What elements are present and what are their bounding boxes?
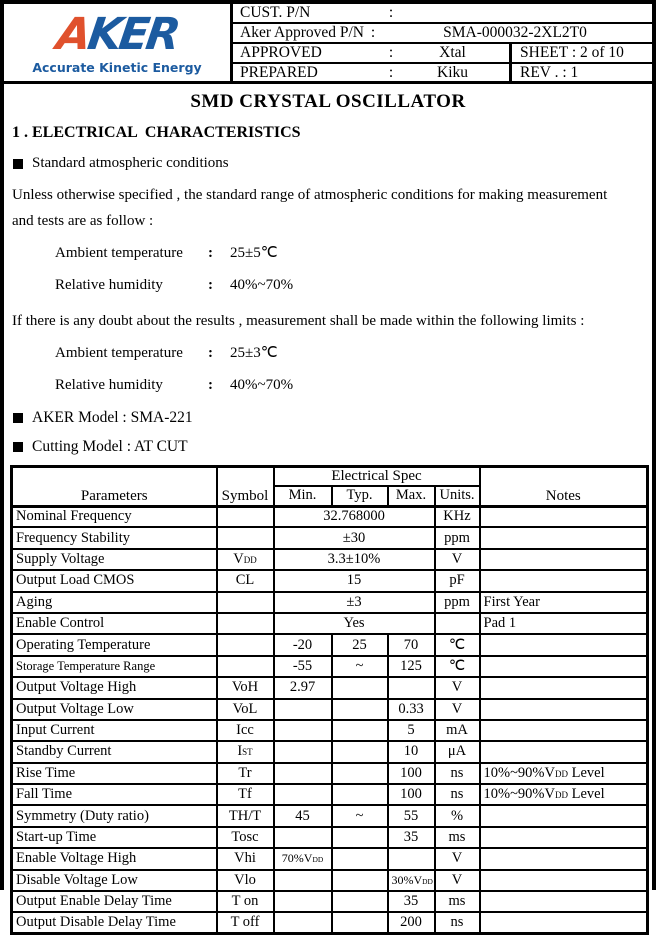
notes-cell	[480, 506, 648, 527]
bullet-aker-model	[13, 409, 652, 427]
notes-cell	[480, 570, 648, 591]
symbol-cell: Tr	[217, 763, 274, 784]
units-cell: μA	[435, 741, 480, 762]
param-cell: Aging	[12, 592, 217, 613]
units-cell: ns	[435, 784, 480, 805]
typ-cell: ~	[332, 805, 388, 826]
param-cell: Output Load CMOS	[12, 570, 217, 591]
cust-pn-colon: :	[388, 4, 394, 21]
min-cell: -20	[274, 634, 332, 655]
max-cell: 5	[388, 720, 435, 741]
approved-value: Xtal	[439, 44, 466, 61]
max-cell	[388, 848, 435, 869]
approved-pn-colon: :	[370, 24, 376, 41]
approved-pn-value: SMA-000032-2XL2T0	[443, 24, 587, 41]
approved-pn-label: Aker Approved P/N	[240, 24, 364, 41]
spec-row	[12, 506, 648, 527]
notes-cell	[480, 634, 648, 655]
spec-span-cell: Yes	[274, 613, 435, 634]
symbol-cell	[217, 527, 274, 548]
symbol-cell: VDD	[217, 549, 274, 570]
max-cell: 70	[388, 634, 435, 655]
notes-cell: 10%~90%VDD Level	[480, 784, 648, 805]
bullet-cutting-model	[13, 438, 652, 456]
spec-row	[12, 891, 648, 912]
spec-row	[12, 848, 648, 869]
spec-span-cell: ±3	[274, 592, 435, 613]
symbol-cell: T on	[217, 891, 274, 912]
units-cell: ns	[435, 763, 480, 784]
units-cell: KHz	[435, 506, 480, 527]
units-cell: V	[435, 677, 480, 698]
typ-cell	[332, 891, 388, 912]
notes-cell	[480, 741, 648, 762]
min-cell: -55	[274, 656, 332, 677]
notes-cell	[480, 699, 648, 720]
intro-line-2: and tests are as follow :	[12, 213, 154, 229]
square-bullet-icon	[13, 413, 23, 423]
cust-pn-label: CUST. P/N	[240, 4, 311, 21]
header-row-approved-pn	[233, 24, 652, 44]
min-cell: 2.97	[274, 677, 332, 698]
typ-cell	[332, 741, 388, 762]
symbol-cell: T off	[217, 912, 274, 933]
logo-letters-ker: KER	[84, 8, 181, 60]
col-header-max: Max.	[388, 486, 435, 506]
max-cell: 35	[388, 891, 435, 912]
notes-cell	[480, 827, 648, 848]
notes-cell	[480, 805, 648, 826]
symbol-cell: Tf	[217, 784, 274, 805]
typ-cell	[332, 720, 388, 741]
symbol-cell	[217, 634, 274, 655]
symbol-cell	[217, 506, 274, 527]
typ-cell	[332, 784, 388, 805]
param-cell: Supply Voltage	[12, 549, 217, 570]
min-cell	[274, 763, 332, 784]
col-header-electrical-spec: Electrical Spec	[274, 467, 480, 487]
notes-cell	[480, 549, 648, 570]
min-cell	[274, 870, 332, 891]
colon: :	[208, 245, 213, 261]
notes-cell	[480, 720, 648, 741]
param-cell: Output Voltage Low	[12, 699, 217, 720]
standard-conditions-label: Standard atmospheric conditions	[32, 155, 229, 171]
param-cell: Enable Voltage High	[12, 848, 217, 869]
col-header-typ: Typ.	[332, 486, 388, 506]
max-cell: 200	[388, 912, 435, 933]
symbol-cell: Icc	[217, 720, 274, 741]
approved-label: APPROVED	[240, 44, 322, 61]
min-cell	[274, 912, 332, 933]
symbol-cell	[217, 592, 274, 613]
aker-logo	[4, 4, 233, 81]
col-header-parameters: Parameters	[12, 467, 217, 507]
symbol-cell: IST	[217, 741, 274, 762]
units-cell: mA	[435, 720, 480, 741]
condition-ambient-1	[55, 241, 652, 266]
bullet-standard-conditions	[13, 155, 652, 172]
symbol-cell	[217, 656, 274, 677]
typ-cell	[332, 870, 388, 891]
symbol-cell: Tosc	[217, 827, 274, 848]
param-cell: Rise Time	[12, 763, 217, 784]
notes-cell: First Year	[480, 592, 648, 613]
logo-tagline: Accurate Kinetic Energy	[32, 59, 202, 75]
humidity-label: Relative humidity	[55, 277, 163, 293]
max-cell: 0.33	[388, 699, 435, 720]
symbol-cell: VoH	[217, 677, 274, 698]
ambient-temp-label: Ambient temperature	[55, 245, 183, 261]
col-header-notes: Notes	[480, 467, 648, 507]
spec-row	[12, 677, 648, 698]
spec-row	[12, 741, 648, 762]
units-cell: ms	[435, 827, 480, 848]
spec-row	[12, 763, 648, 784]
param-cell: Output Enable Delay Time	[12, 891, 217, 912]
notes-cell: 10%~90%VDD Level	[480, 763, 648, 784]
spec-row	[12, 570, 648, 591]
condition-ambient-2	[55, 341, 652, 366]
notes-cell	[480, 870, 648, 891]
units-cell: V	[435, 848, 480, 869]
typ-cell: ~	[332, 656, 388, 677]
spec-row	[12, 549, 648, 570]
notes-cell	[480, 527, 648, 548]
typ-cell	[332, 848, 388, 869]
spec-row	[12, 634, 648, 655]
spec-row	[12, 827, 648, 848]
min-cell	[274, 784, 332, 805]
aker-model-text: AKER Model : SMA-221	[32, 409, 193, 426]
spec-row	[12, 912, 648, 933]
param-cell: Standby Current	[12, 741, 217, 762]
rev-cell: REV . : 1	[509, 64, 652, 82]
param-cell: Start-up Time	[12, 827, 217, 848]
min-cell	[274, 891, 332, 912]
notes-cell	[480, 912, 648, 933]
units-cell: ℃	[435, 656, 480, 677]
param-cell: Output Voltage High	[12, 677, 217, 698]
units-cell: V	[435, 870, 480, 891]
section-heading: 1 . ELECTRICAL CHARACTERISTICS	[12, 124, 301, 141]
typ-cell	[332, 827, 388, 848]
param-cell: Frequency Stability	[12, 527, 217, 548]
min-cell	[274, 741, 332, 762]
max-cell	[388, 677, 435, 698]
square-bullet-icon	[13, 442, 23, 452]
col-header-symbol: Symbol	[217, 467, 274, 507]
spec-span-cell: 3.3±10%	[274, 549, 435, 570]
max-cell: 30%VDD	[388, 870, 435, 891]
header-row-prepared	[233, 64, 652, 82]
page-title: SMD CRYSTAL OSCILLATOR	[190, 91, 466, 112]
symbol-cell	[217, 613, 274, 634]
spec-row	[12, 870, 648, 891]
symbol-cell: Vlo	[217, 870, 274, 891]
intro-paragraph	[12, 182, 644, 234]
header-info-table	[233, 4, 652, 81]
units-cell	[435, 613, 480, 634]
min-cell	[274, 699, 332, 720]
humidity-value: 40%~70%	[230, 277, 294, 293]
typ-cell: 25	[332, 634, 388, 655]
spec-span-cell: 15	[274, 570, 435, 591]
spec-row	[12, 805, 648, 826]
param-cell: Fall Time	[12, 784, 217, 805]
max-cell: 35	[388, 827, 435, 848]
prepared-value: Kiku	[437, 64, 468, 81]
units-cell: ms	[435, 891, 480, 912]
cutting-model-text: Cutting Model : AT CUT	[32, 438, 188, 455]
prepared-colon: :	[388, 64, 394, 81]
spec-span-cell: 32.768000	[274, 506, 435, 527]
param-cell: Symmetry (Duty ratio)	[12, 805, 217, 826]
min-cell: 45	[274, 805, 332, 826]
col-header-min: Min.	[274, 486, 332, 506]
notes-cell	[480, 677, 648, 698]
spec-row	[12, 699, 648, 720]
spec-row	[12, 656, 648, 677]
col-header-units: Units.	[435, 486, 480, 506]
intro-line-1: Unless otherwise specified , the standard range of atmospheric conditions for making measurement	[12, 187, 608, 203]
max-cell: 125	[388, 656, 435, 677]
typ-cell	[332, 912, 388, 933]
symbol-cell: Vhi	[217, 848, 274, 869]
units-cell: pF	[435, 570, 480, 591]
units-cell: V	[435, 549, 480, 570]
param-cell: Enable Control	[12, 613, 217, 634]
symbol-cell: VoL	[217, 699, 274, 720]
max-cell: 100	[388, 784, 435, 805]
ambient-temp-value: 25±5℃	[230, 245, 278, 261]
min-cell	[274, 720, 332, 741]
ambient-temp-label: Ambient temperature	[55, 345, 183, 361]
approved-colon: :	[388, 44, 394, 61]
square-bullet-icon	[13, 159, 23, 169]
header-row-cust-pn	[233, 4, 652, 24]
units-cell: V	[435, 699, 480, 720]
param-cell: Disable Voltage Low	[12, 870, 217, 891]
param-cell: Storage Temperature Range	[12, 656, 217, 677]
humidity-label: Relative humidity	[55, 377, 163, 393]
spec-table	[10, 465, 649, 935]
max-cell: 10	[388, 741, 435, 762]
units-cell: ppm	[435, 592, 480, 613]
spec-span-cell: ±30	[274, 527, 435, 548]
notes-cell	[480, 891, 648, 912]
typ-cell	[332, 699, 388, 720]
spec-row	[12, 527, 648, 548]
spec-row	[12, 613, 648, 634]
symbol-cell: TH/T	[217, 805, 274, 826]
max-cell: 55	[388, 805, 435, 826]
aker-logo-wordmark	[53, 8, 181, 60]
param-cell: Output Disable Delay Time	[12, 912, 217, 933]
units-cell: ℃	[435, 634, 480, 655]
colon: :	[208, 277, 213, 293]
header-row-approved	[233, 44, 652, 64]
typ-cell	[332, 677, 388, 698]
logo-letter-a: A	[53, 8, 92, 60]
units-cell: ppm	[435, 527, 480, 548]
colon: :	[208, 345, 213, 361]
min-cell	[274, 827, 332, 848]
sheet-cell: SHEET : 2 of 10	[509, 44, 652, 62]
spec-row	[12, 720, 648, 741]
param-cell: Operating Temperature	[12, 634, 217, 655]
notes-cell	[480, 656, 648, 677]
notes-cell	[480, 848, 648, 869]
spec-row	[12, 592, 648, 613]
header	[4, 4, 652, 84]
symbol-cell: CL	[217, 570, 274, 591]
param-cell: Input Current	[12, 720, 217, 741]
prepared-label: PREPARED	[240, 64, 318, 81]
param-cell: Nominal Frequency	[12, 506, 217, 527]
spec-row	[12, 784, 648, 805]
condition-humidity-2	[55, 373, 652, 398]
notes-cell: Pad 1	[480, 613, 648, 634]
max-cell: 100	[388, 763, 435, 784]
typ-cell	[332, 763, 388, 784]
units-cell: ns	[435, 912, 480, 933]
min-cell: 70%VDD	[274, 848, 332, 869]
units-cell: %	[435, 805, 480, 826]
humidity-value: 40%~70%	[230, 377, 294, 393]
doubt-paragraph: If there is any doubt about the results , measurement shall be made within the following limits :	[12, 313, 585, 329]
colon: :	[208, 377, 213, 393]
ambient-temp-value: 25±3℃	[230, 345, 278, 361]
condition-humidity-1	[55, 273, 652, 298]
